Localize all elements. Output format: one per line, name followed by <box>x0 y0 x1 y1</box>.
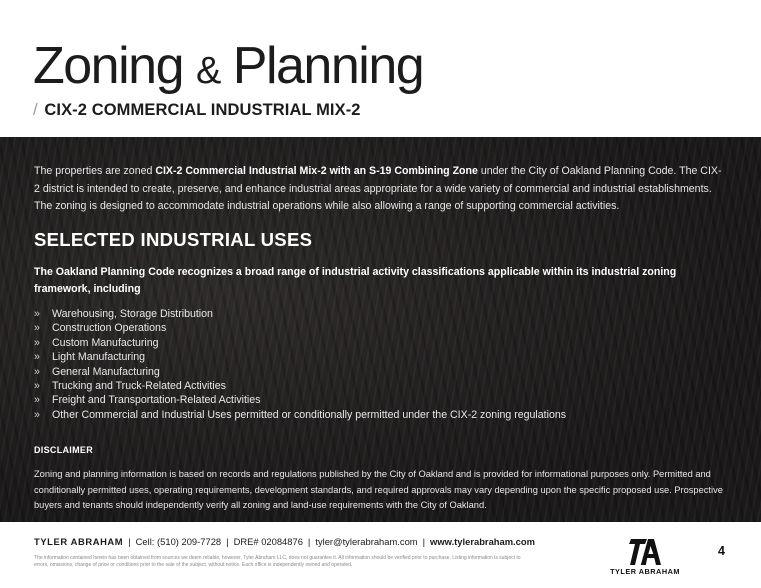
intro-text-before: The properties are zoned <box>34 165 156 177</box>
logo-wordmark: TYLER ABRAHAM <box>610 567 680 576</box>
page-footer <box>0 522 761 588</box>
list-item <box>34 307 566 321</box>
separator: | <box>422 536 426 547</box>
agent-email-link[interactable]: tyler@tylerabraham.com <box>315 536 418 547</box>
agent-website-link[interactable]: www.tylerabraham.com <box>430 536 535 547</box>
list-item-text: Other Commercial and Industrial Uses permitted or conditionally permitted under the CIX-2 zoning regulations <box>52 408 567 421</box>
subtitle-slash: / <box>33 101 38 119</box>
page-title <box>33 38 423 99</box>
bullet-icon: » <box>34 336 40 349</box>
bullet-icon: » <box>34 365 40 378</box>
bullet-icon: » <box>34 308 40 320</box>
list-item-text: Light Manufacturing <box>52 351 146 364</box>
list-item-text: Trucking and Truck-Related Activities <box>52 380 226 393</box>
bullet-icon: » <box>34 380 40 393</box>
list-item <box>34 408 566 422</box>
list-item-text: General Manufacturing <box>52 365 160 378</box>
page-header <box>0 0 761 137</box>
list-item <box>34 393 566 407</box>
bullet-icon: » <box>34 394 40 407</box>
ta-monogram-icon <box>629 538 661 566</box>
page-subtitle <box>33 101 361 120</box>
list-item-text: Freight and Transportation-Related Activities <box>52 394 261 407</box>
subtitle-text: CIX-2 COMMERCIAL INDUSTRIAL MIX-2 <box>44 101 361 119</box>
list-item-text: Custom Manufacturing <box>52 336 159 349</box>
content-panel <box>0 137 761 522</box>
bullet-icon: » <box>34 408 40 421</box>
page-number: 4 <box>718 544 725 558</box>
contact-line <box>34 536 535 547</box>
list-item <box>34 365 566 379</box>
industrial-uses-list <box>34 307 566 422</box>
list-item-text: Warehousing, Storage Distribution <box>52 308 213 320</box>
list-item <box>34 321 566 335</box>
title-ampersand: & <box>195 50 220 92</box>
list-item <box>34 336 566 350</box>
disclaimer-title: DISCLAIMER <box>34 445 93 455</box>
intro-zoning-bold: CIX-2 Commercial Industrial Mix-2 with an S-19 Combining Zone <box>155 165 478 177</box>
bullet-icon: » <box>34 322 40 335</box>
bullet-icon: » <box>34 351 40 364</box>
list-item-text: Construction Operations <box>52 322 167 335</box>
intro-text-after: under the City of Oakland Planning Code. The CIX-2 district is intended to create, preserve, and enhance industrial areas appropriate for a wide variety of commercial and industrial establishments. The zoning is designed to accommodate industrial operations while also allowing a range of supporting commercial activities. <box>34 165 722 212</box>
disclaimer-text: Zoning and planning information is based on records and regulations published by the City of Oakland and is provided for informational purposes only. Permitted and conditionally permitted uses, operating requirements, development standards, and required approvals may vary depending upon the specific proposed use. Prospective buyers and tenants should independently verify all zoning and land-use requirements with the City of Oakland. <box>34 469 723 510</box>
list-item <box>34 350 566 364</box>
fine-print: The information contained herein has been obtained from sources we deem reliable, however, Tyler Abraham LLC, does not guarantee it. All information should be verified prior to purchase. Listing information is subject to errors, omissions, change of price or conditions prior to the sale of the subject, without notice. Each office is independently owned and operated. <box>34 555 521 568</box>
agent-dre: DRE# 02084876 <box>233 536 303 547</box>
agent-name: TYLER ABRAHAM <box>34 536 124 547</box>
separator: | <box>128 536 131 547</box>
brand-logo <box>602 538 688 584</box>
separator: | <box>226 536 229 547</box>
uses-section-title: SELECTED INDUSTRIAL USES <box>34 229 313 250</box>
title-word-zoning: Zoning <box>33 37 183 95</box>
agent-cell[interactable]: Cell: (510) 209-7728 <box>135 536 222 547</box>
title-word-planning: Planning <box>232 37 424 95</box>
list-item <box>34 379 566 393</box>
intro-paragraph <box>34 163 724 216</box>
separator: | <box>307 536 311 547</box>
uses-lead-text: The Oakland Planning Code recognizes a broad range of industrial activity classifications applicable within its industrial zoning framework, including <box>34 266 677 295</box>
